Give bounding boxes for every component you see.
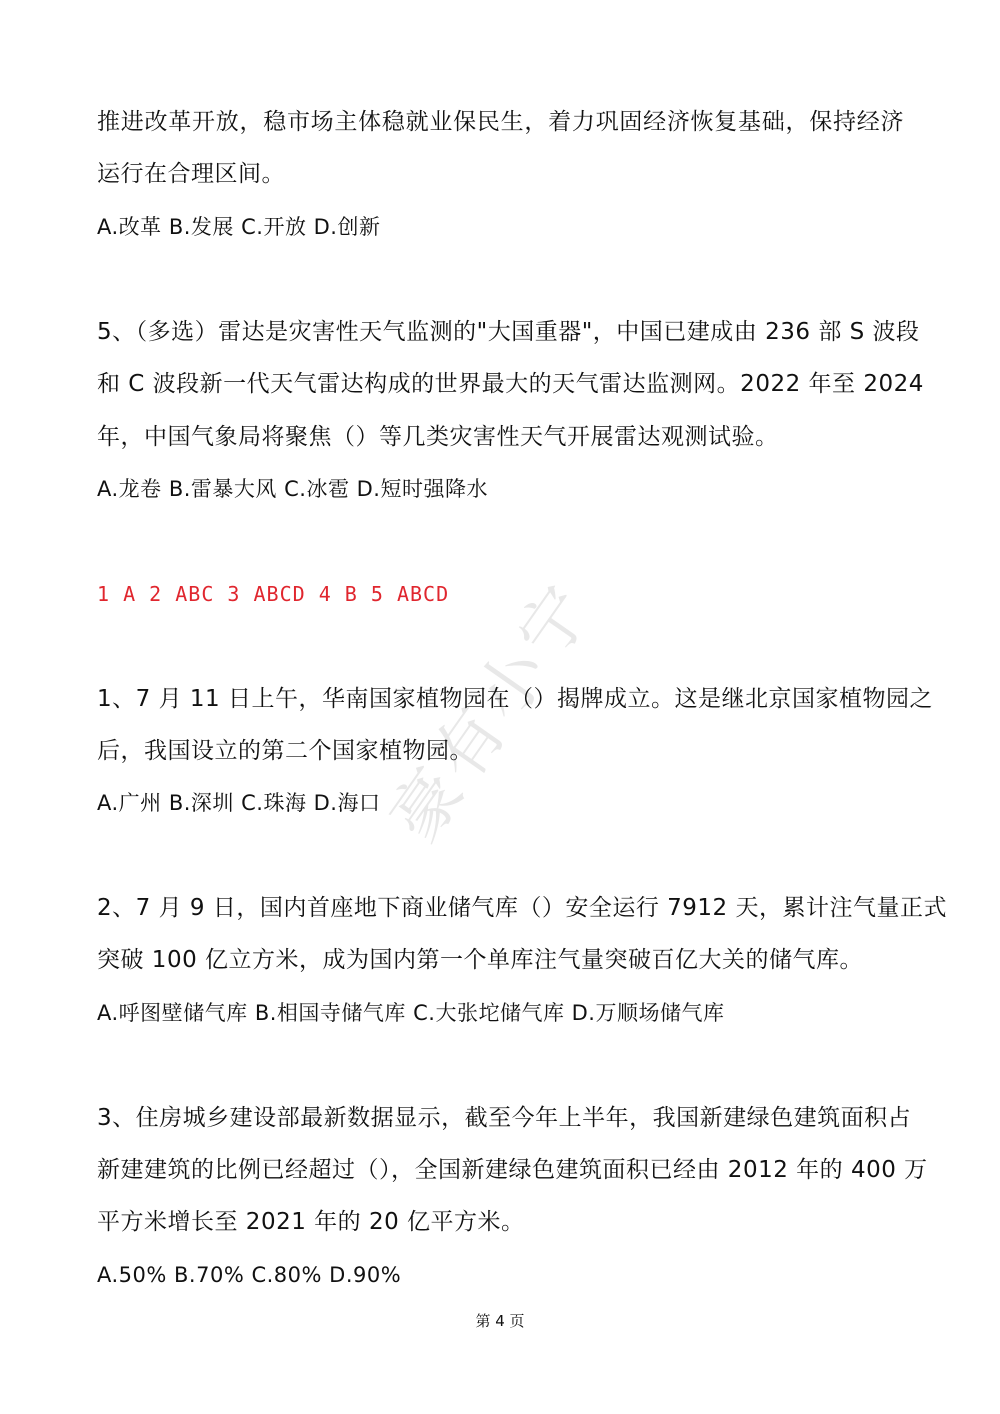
question-3-options: A.50% B.70% C.80% D.90% <box>97 1263 402 1287</box>
question-2-options: A.呼图壁储气库 B.相国寺储气库 C.大张坨储气库 D.万顺场储气库 <box>97 1001 725 1025</box>
watermark: 豪有小宁 <box>375 568 611 856</box>
prev-question-line-2: 运行在合理区间。 <box>97 161 285 187</box>
question-5-options: A.龙卷 B.雷暴大风 C.冰雹 D.短时强降水 <box>97 477 488 501</box>
question-1-line-1: 1、7 月 11 日上午，华南国家植物园在（）揭牌成立。这是继北京国家植物园之 <box>97 686 933 712</box>
question-3-line-1: 3、住房城乡建设部最新数据显示，截至今年上半年，我国新建绿色建筑面积占 <box>97 1105 912 1131</box>
question-3-line-3: 平方米增长至 2021 年的 20 亿平方米。 <box>97 1209 525 1235</box>
question-1-options: A.广州 B.深圳 C.珠海 D.海口 <box>97 791 381 815</box>
question-5-line-1: 5、（多选）雷达是灾害性天气监测的"大国重器"，中国已建成由 236 部 S 波段 <box>97 319 920 345</box>
question-5-line-2: 和 C 波段新一代天气雷达构成的世界最大的天气雷达监测网。2022 年至 2024 <box>97 371 924 397</box>
question-1-line-2: 后，我国设立的第二个国家植物园。 <box>97 738 473 764</box>
question-2-line-2: 突破 100 亿立方米，成为国内第一个单库注气量突破百亿大关的储气库。 <box>97 947 864 973</box>
question-2-line-1: 2、7 月 9 日，国内首座地下商业储气库（）安全运行 7912 天，累计注气量正式 <box>97 895 947 921</box>
answer-key: 1 A 2 ABC 3 ABCD 4 B 5 ABCD <box>97 582 450 606</box>
prev-question-options: A.改革 B.发展 C.开放 D.创新 <box>97 215 381 239</box>
question-5-line-3: 年，中国气象局将聚焦（）等几类灾害性天气开展雷达观测试验。 <box>97 424 779 450</box>
page-number: 第 4 页 <box>475 1312 525 1330</box>
prev-question-line-1: 推进改革开放，稳市场主体稳就业保民生，着力巩固经济恢复基础，保持经济 <box>97 109 904 135</box>
question-3-line-2: 新建建筑的比例已经超过（），全国新建绿色建筑面积已经由 2012 年的 400 万 <box>97 1157 928 1183</box>
